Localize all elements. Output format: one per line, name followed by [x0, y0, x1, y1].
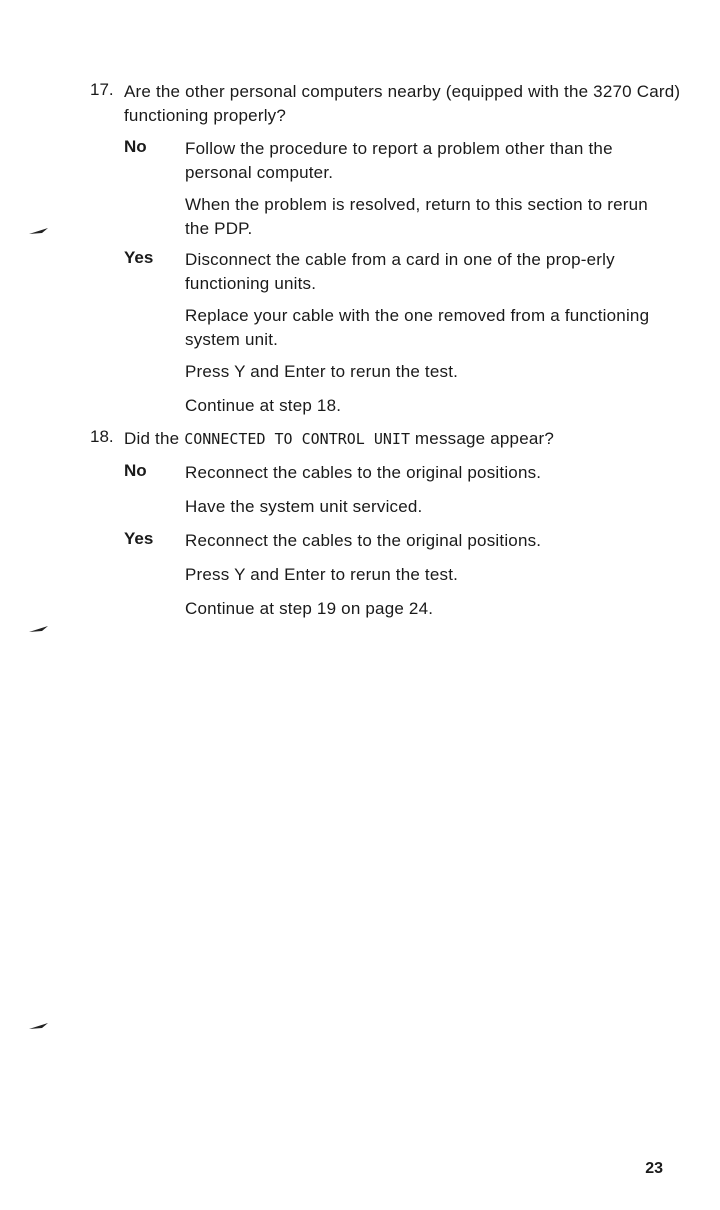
step-17-yes-label: Yes	[124, 248, 154, 267]
margin-mark	[28, 226, 50, 236]
margin-mark	[28, 624, 50, 634]
step-18-yes-line: Reconnect the cables to the original positions.	[185, 531, 542, 550]
step-17-no-label: No	[124, 137, 147, 156]
step-18-yes-line: Press Y and Enter to rerun the test.	[185, 565, 459, 584]
page-number: 23	[645, 1160, 663, 1177]
step-18-yes-label: Yes	[124, 529, 154, 548]
step-17-number: 17.	[90, 80, 114, 99]
margin-mark	[28, 1021, 50, 1031]
step-17-no-line: When the problem is resolved, return to this section to rerun the PDP.	[185, 195, 648, 238]
step-18-no-label: No	[124, 461, 147, 480]
step-18-yes-line: Continue at step 19 on page 24.	[185, 599, 434, 618]
step-18-no-line: Have the system unit serviced.	[185, 497, 423, 516]
step-18-question	[124, 427, 684, 451]
step-17-yes-line: Continue at step 18.	[185, 396, 342, 415]
step-18-number: 18.	[90, 427, 114, 446]
step-17-no-line: Follow the procedure to report a problem other than the personal computer.	[185, 139, 613, 182]
step-17-yes-line: Press Y and Enter to rerun the test.	[185, 362, 459, 381]
step-17-yes-line: Replace your cable with the one removed from a functioning system unit.	[185, 306, 650, 349]
status-message-code: CONNECTED TO CONTROL UNIT	[184, 430, 410, 448]
question-prefix: Did the	[124, 429, 180, 448]
step-17-question: Are the other personal computers nearby (equipped with the 3270 Card) functioning properly?	[124, 82, 681, 125]
step-17-yes-line: Disconnect the cable from a card in one of the prop-erly functioning units.	[185, 250, 615, 293]
question-suffix: message appear?	[414, 429, 555, 448]
step-18-no-line: Reconnect the cables to the original positions.	[185, 463, 542, 482]
